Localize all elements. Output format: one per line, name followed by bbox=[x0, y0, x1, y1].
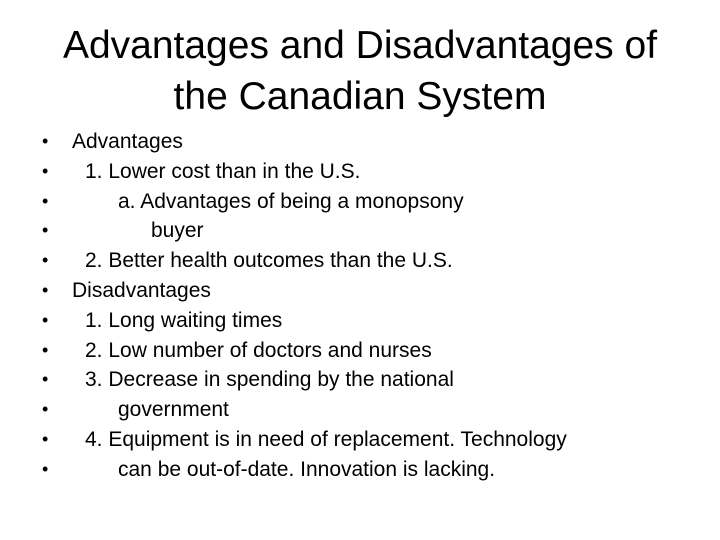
bullet-item bbox=[0, 425, 720, 455]
bullet-text: Advantages bbox=[72, 130, 183, 153]
bullet-dot: • bbox=[42, 458, 49, 479]
bullet-text: 1. Long waiting times bbox=[85, 308, 283, 332]
bullet-dot: • bbox=[42, 220, 49, 241]
bullet-item bbox=[0, 276, 720, 306]
bullet-list bbox=[0, 127, 720, 485]
bullet-item bbox=[0, 187, 720, 217]
bullet-text: 2. Low number of doctors and nurses bbox=[85, 338, 432, 362]
bullet-dot: • bbox=[42, 309, 49, 330]
bullet-dot: • bbox=[42, 428, 49, 449]
bullet-text: 4. Equipment is in need of replacement. Technology bbox=[85, 427, 567, 451]
bullet-item bbox=[0, 455, 720, 485]
bullet-text: can be out-of-date. Innovation is lacking. bbox=[118, 457, 496, 481]
bullet-text: Disadvantages bbox=[72, 278, 211, 302]
bullet-item bbox=[0, 246, 720, 276]
title-line-1: Advantages and Disadvantages of bbox=[62, 24, 658, 67]
bullet-item bbox=[0, 127, 720, 157]
bullet-item bbox=[0, 365, 720, 395]
bullet-text: 3. Decrease in spending by the national bbox=[85, 368, 454, 392]
bullet-text: government bbox=[118, 398, 229, 422]
bullet-dot: • bbox=[42, 160, 49, 181]
bullet-item bbox=[0, 157, 720, 187]
bullet-dot: • bbox=[42, 190, 49, 211]
bullet-dot: • bbox=[42, 369, 49, 390]
bullet-text: a. Advantages of being a monopsony bbox=[118, 189, 464, 213]
bullet-text: 1. Lower cost than in the U.S. bbox=[85, 159, 361, 183]
bullet-dot: • bbox=[42, 279, 49, 300]
bullet-item bbox=[0, 306, 720, 336]
title-line-2: the Canadian System bbox=[173, 75, 547, 118]
bullet-dot: • bbox=[42, 250, 49, 271]
bullet-dot: • bbox=[42, 339, 49, 360]
slide-title bbox=[40, 20, 680, 122]
bullet-dot: • bbox=[42, 131, 49, 151]
bullet-text: 2. Better health outcomes than the U.S. bbox=[85, 249, 453, 273]
bullet-item bbox=[0, 216, 720, 246]
bullet-item bbox=[0, 336, 720, 366]
bullet-text: buyer bbox=[151, 219, 204, 243]
bullet-dot: • bbox=[42, 399, 49, 420]
bullet-item bbox=[0, 395, 720, 425]
